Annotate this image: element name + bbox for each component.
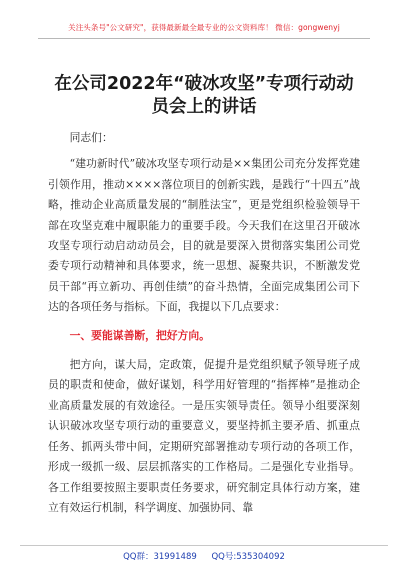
intro-paragraph: “建功新时代”破冰攻坚专项行动是××集团公司充分发挥党建引领作用，推动××××落位项目的创新实践，是践行“十四五”战略，推动企业高质量发展的“制胜法宝”，更是党组织检验领导干部在攻坚克难中履职能力的重要手段。今天我们在这里召开破冰攻坚专项行动启动动员会，目的就是要深入贯彻落实集团公司党委专项行动精神和具体要求，统一思想、凝聚共识，不断激发党员干部“再立新功、再创佳绩”的奋斗热情，全面完成集团公司下达的各项任务与指标。下面，我提以下几点要求： xyxy=(48,157,360,314)
salutation: 同志们： xyxy=(69,131,113,144)
section-1-paragraph: 把方向，谋大局，定政策，促提升是党组织赋予领导班子成员的职责和使命，做好谋划，科学用好管理的“指挥棒”是推动企业高质量发展的有效途径。一是压实领导责任。领导小组要深刻认识破冰攻坚专项行动的重要意义，要坚持抓主要矛盾、抓重点任务、抓两头带中间，定期研究部署推动专项行动的各项工作，形成一级抓一级、层层抓落实的工作格局。二是强化专业指导。各工作组要按照主要职责任务要求，研究制定具体行动方案，建立有效运行机制，科学调度、加强协同、靠 xyxy=(48,358,360,514)
document-title: 在公司2022年“破冰攻坚”专项行动动员会上的讲话 xyxy=(54,74,354,117)
footer-qq-group: QQ群：31991489 xyxy=(123,552,197,562)
header-notice: 关注头条号"公文研究"，获得最新最全最专业的公文资料库！ 微信：gongwenyj xyxy=(68,23,340,32)
page-footer xyxy=(0,550,408,562)
section-heading-1: 一、要能谋善断，把好方向。 xyxy=(69,328,210,342)
document-body xyxy=(48,128,360,518)
page-header xyxy=(38,16,370,39)
footer-qq: QQ号:535304092 xyxy=(211,552,285,562)
footer-divider xyxy=(20,545,388,546)
